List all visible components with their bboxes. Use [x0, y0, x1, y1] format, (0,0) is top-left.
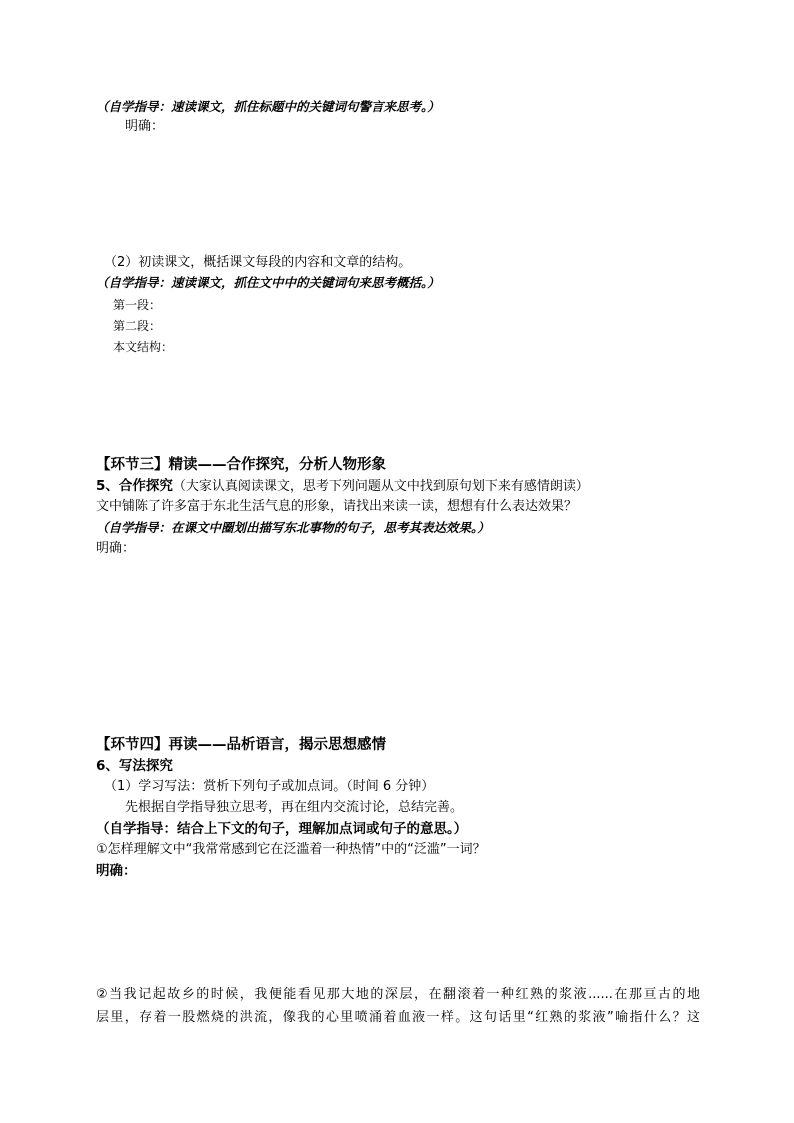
- question-6-1: （1）学习写法：赏析下列句子或加点词。（时间 6 分钟）: [104, 779, 435, 794]
- sub-question-2-line-1: ②当我记起故乡的时候，我便能看见那大地的深层，在翻滚着一种红熟的浆液......在那亘古的地: [96, 987, 700, 1002]
- paragraph-1-label: 第一段：: [113, 298, 162, 312]
- paragraph-2-label: 第二段：: [113, 319, 162, 333]
- section-4-heading: 【环节四】再读——品析语言，揭示思想感情: [96, 737, 386, 753]
- answer-label-3: 明确：: [96, 541, 136, 556]
- sub-question-2-line-2: 层里，存着一股燃烧的洪流，像我的心里喷涌着血液一样。这句话里“红熟的浆液”喻指什么？这: [96, 1010, 700, 1025]
- item-5-title: 5、合作探究: [96, 478, 173, 494]
- structure-label: 本文结构：: [113, 340, 174, 354]
- self-study-guide-1: （自学指导：速读课文，抓住标题中的关键词句警言来思考。）: [96, 99, 440, 114]
- self-study-guide-2: （自学指导：速读课文，抓住文中中的关键词句来思考概括。）: [96, 275, 440, 290]
- answer-label-1: 明确：: [125, 119, 165, 134]
- question-2: （2）初读课文，概括课文每段的内容和文章的结构。: [104, 255, 412, 270]
- item-5: [96, 476, 589, 497]
- item-6-title: 6、写法探究: [96, 758, 173, 774]
- section-3-heading: 【环节三】精读——合作探究，分析人物形象: [96, 457, 386, 473]
- self-study-guide-3: （自学指导：在课文中圈划出描写东北事物的句子，思考其表达效果。）: [96, 520, 490, 535]
- answer-label-4: 明确：: [96, 863, 137, 879]
- item-5-instruction: （大家认真阅读课文，思考下列问题从文中找到原句划下来有感情朗读）: [172, 479, 589, 494]
- question-5: 文中铺陈了许多富于东北生活气息的形象，请找出来读一读，想想有什么表达效果？: [96, 499, 578, 514]
- question-6-1-instruction: 先根据自学指导独立思考，再在组内交流讨论，总结完善。: [125, 800, 464, 815]
- self-study-guide-4: （自学指导：结合上下文的句子，理解加点词或句子的意思。）: [96, 821, 468, 837]
- sub-question-1: ①怎样理解文中“我常常感到它在泛滥着一种热情”中的“泛滥”一词？: [96, 842, 486, 857]
